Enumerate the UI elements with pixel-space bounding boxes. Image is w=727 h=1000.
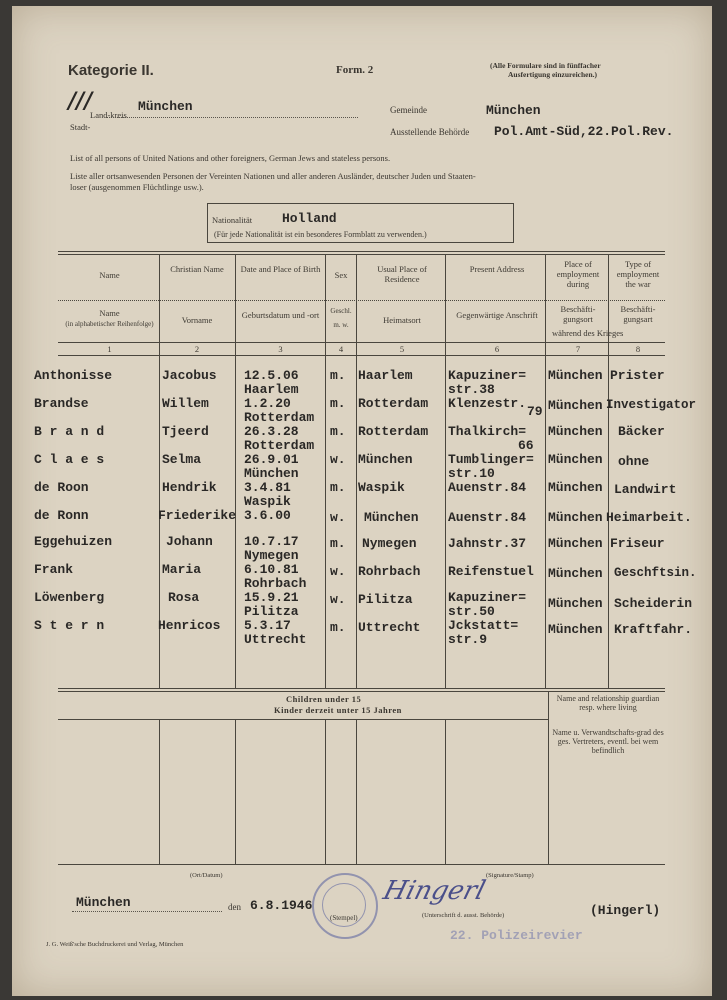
cell-name: de Ronn — [34, 508, 89, 523]
cell-name: Frank — [34, 562, 74, 577]
cell-work: Heimarbeit. — [606, 510, 692, 525]
children-title-de: Kinder derzeit unter 15 Jahren — [274, 705, 402, 715]
cell-birth-date: 10.7.17 — [244, 534, 299, 549]
cell-name: Löwenberg — [34, 590, 105, 605]
cell-work: Friseur — [610, 536, 665, 551]
col-num-1: 1 — [107, 344, 112, 354]
cell-home: München — [358, 452, 413, 467]
cell-sex: w. — [330, 510, 346, 525]
cell-first-name: Rosa — [168, 590, 200, 605]
cell-sex: m. — [330, 620, 346, 635]
precinct-stamp: 22. Polizeirevier — [450, 928, 583, 943]
cell-workplace: München — [548, 622, 603, 637]
col-num-3: 3 — [278, 344, 283, 354]
cell-birth-date: 3.4.81 — [244, 480, 291, 495]
cell-sex: m. — [330, 480, 346, 495]
stempel-caption: (Stempel) — [330, 914, 358, 922]
col-sex-de: Geschl. — [330, 307, 352, 315]
col-workplace-en: Place of employment during — [556, 259, 600, 289]
cell-first-name: Friederike — [158, 508, 237, 523]
signature: Hingerl — [379, 876, 489, 906]
col-worktype-de: Beschäfti-gungsart — [620, 304, 656, 324]
typed-signer-name: (Hingerl) — [590, 903, 661, 918]
form-number: Form. 2 — [336, 64, 374, 76]
behoerde-value: Pol.Amt-Süd,22.Pol.Rev. — [494, 124, 674, 139]
stadt-label: Stadt- — [70, 122, 91, 132]
cell-workplace: München — [548, 536, 603, 551]
cell-birth-place: Rohrbach — [244, 576, 307, 591]
copies-note-1: (Alle Formulare sind in fünffacher — [490, 61, 601, 70]
category-label: Kategorie II. — [68, 62, 154, 79]
cell-workplace: München — [548, 424, 603, 439]
gemeinde-label: Gemeinde — [390, 105, 427, 115]
handwritten-mark: /// — [68, 88, 93, 114]
cell-name: S t e r n — [34, 618, 105, 633]
cell-address-1: Reifenstuel — [448, 564, 534, 579]
behoerde-label: Ausstellende Behörde — [390, 127, 470, 137]
cell-sex: w. — [330, 592, 346, 607]
cell-workplace: München — [548, 452, 603, 467]
col-num-4: 4 — [338, 344, 344, 354]
cell-address-1: Kapuziner= — [448, 590, 527, 605]
children-title-en: Children under 15 — [286, 694, 362, 704]
copies-note-2: Ausfertigung einzureichen.) — [508, 70, 598, 79]
col-residence-en: Usual Place of Residence — [377, 264, 427, 284]
cell-work: Bäcker — [618, 424, 665, 439]
cell-name: Eggehuizen — [34, 534, 113, 549]
cell-home: Waspik — [358, 480, 405, 495]
cell-name: de Roon — [34, 480, 89, 495]
cell-first-name: Johann — [166, 534, 213, 549]
col-worktype-en: Type of employment the war — [616, 259, 660, 289]
cell-birth-date: 1.2.20 — [244, 396, 291, 411]
cell-birth-date: 6.10.81 — [244, 562, 299, 577]
cell-birth-date: 15.9.21 — [244, 590, 299, 605]
col-num-5: 5 — [399, 344, 405, 354]
cell-birth-place: Rotterdam — [244, 410, 315, 425]
col-name-en: Name — [99, 270, 120, 280]
col-wartime-note: während des Krieges — [552, 328, 624, 338]
printer-imprint: J. G. Weiß'sche Buchdruckerei und Verlag, München — [46, 941, 184, 948]
list-description-en: List of all persons of United Nations and other foreigners, German Jews and stateless persons. — [70, 153, 391, 163]
cell-first-name: Tjeerd — [162, 424, 209, 439]
cell-workplace: München — [548, 480, 603, 495]
cell-address-2: str.38 — [448, 382, 495, 397]
cell-first-name: Hendrik — [162, 480, 217, 495]
nationality-note: (Für jede Nationalität ist ein besonderes Formblatt zu verwenden.) — [214, 230, 427, 239]
cell-workplace: München — [548, 596, 603, 611]
kreis-value: München — [138, 99, 193, 114]
col-num-6: 6 — [494, 344, 500, 354]
cell-first-name: Henricos — [158, 618, 221, 633]
col-name-de-sub: (in alphabetischer Reihenfolge) — [65, 320, 154, 328]
cell-home: Pilitza — [358, 592, 413, 607]
cell-name: Anthonisse — [34, 368, 113, 383]
col-sex-en: Sex — [334, 270, 348, 280]
cell-birth-place: München — [244, 466, 299, 481]
cell-workplace: München — [548, 566, 603, 581]
cell-work: Geschftsin. — [614, 566, 697, 580]
cell-name: Brandse — [34, 396, 89, 411]
list-description-de-2: loser (ausgenommen Flüchtlinge usw.). — [70, 182, 204, 192]
landkreis-label: Land-kreis — [90, 110, 127, 120]
nationality-label: Nationalität — [212, 215, 253, 225]
cell-home: Nymegen — [362, 536, 417, 551]
col-residence-de: Heimatsort — [383, 315, 421, 325]
cell-name: C l a e s — [34, 452, 105, 467]
official-stamp — [312, 873, 378, 939]
cell-sex: m. — [330, 424, 346, 439]
cell-address-1: Auenstr.84 — [448, 480, 527, 495]
cell-birth-date: 12.5.06 — [244, 368, 299, 383]
cell-address-1: Auenstr.84 — [448, 510, 527, 525]
col-sex-de-sub: m. w. — [333, 321, 349, 329]
cell-first-name: Maria — [162, 562, 202, 577]
cell-home: Rotterdam — [358, 424, 429, 439]
cell-address-2: 66 — [518, 438, 534, 453]
cell-address-1: Jahnstr.37 — [448, 536, 527, 551]
cell-address-2: 79 — [527, 404, 543, 419]
gemeinde-value: München — [486, 103, 541, 118]
cell-birth-place: Nymegen — [244, 548, 299, 563]
authority-signature-caption: (Unterschrift d. ausst. Behörde) — [422, 912, 505, 919]
cell-birth-date: 26.3.28 — [244, 424, 299, 439]
place-date-caption: (Ort/Datum) — [190, 872, 223, 879]
cell-work: Landwirt — [614, 482, 677, 497]
cell-address-2: str.50 — [448, 604, 495, 619]
col-address-de: Gegenwärtige Anschrift — [456, 310, 538, 320]
cell-sex: w. — [330, 564, 346, 579]
cell-workplace: München — [548, 510, 603, 525]
cell-first-name: Willem — [162, 396, 209, 411]
cell-sex: m. — [330, 536, 346, 551]
col-name-de: Name — [99, 308, 120, 318]
cell-work: Kraftfahr. — [614, 622, 693, 637]
guardian-header-en: Name and relationship guardian resp. where living — [556, 694, 660, 712]
cell-home: Rohrbach — [358, 564, 421, 579]
col-birth-de: Geburtsdatum und -ort — [241, 310, 320, 320]
cell-work: Scheiderin — [614, 596, 693, 611]
cell-birth-place: Pilitza — [244, 604, 299, 619]
col-christian-name-de: Vorname — [181, 315, 213, 325]
document-page — [12, 6, 712, 996]
cell-home: Haarlem — [358, 368, 413, 383]
cell-birth-date: 5.3.17 — [244, 618, 291, 633]
cell-first-name: Selma — [162, 452, 202, 467]
cell-work: ohne — [618, 454, 650, 469]
cell-work: Investigator — [606, 398, 697, 412]
footer-den: den — [228, 902, 241, 912]
cell-home: München — [364, 510, 419, 525]
cell-address-1: Klenzestr. — [448, 396, 527, 411]
cell-sex: m. — [330, 368, 346, 383]
cell-birth-date: 3.6.00 — [244, 508, 291, 523]
cell-workplace: München — [548, 398, 603, 413]
list-description-de-1: Liste aller ortsanwesenden Personen der Vereinten Nationen und aller anderen Ausländer, deutscher Juden und Staaten- — [70, 171, 476, 181]
cell-address-1: Tumblinger= — [448, 452, 534, 467]
col-address-en: Present Address — [469, 264, 525, 274]
cell-work: Prister — [610, 368, 665, 383]
col-num-8: 8 — [635, 344, 641, 354]
cell-birth-date: 26.9.01 — [244, 452, 299, 467]
cell-sex: m. — [330, 396, 346, 411]
cell-home: Rotterdam — [358, 396, 429, 411]
cell-birth-place: Waspik — [244, 494, 291, 509]
cell-sex: w. — [330, 452, 346, 467]
col-birth-en: Date and Place of Birth — [240, 264, 321, 274]
cell-address-2: str.9 — [448, 632, 488, 647]
cell-first-name: Jacobus — [162, 368, 217, 383]
footer-place: München — [76, 895, 131, 910]
cell-home: Uttrecht — [358, 620, 421, 635]
footer-date: 6.8.1946 — [250, 898, 313, 913]
cell-workplace: München — [548, 368, 603, 383]
signature-caption: (Signature/Stamp) — [486, 872, 534, 879]
col-num-7: 7 — [575, 344, 581, 354]
nationality-value: Holland — [282, 211, 337, 226]
cell-address-1: Kapuziner= — [448, 368, 527, 383]
cell-birth-place: Rotterdam — [244, 438, 315, 453]
cell-address-1: Thalkirch= — [448, 424, 527, 439]
cell-name: B r a n d — [34, 424, 105, 439]
cell-birth-place: Haarlem — [244, 382, 299, 397]
cell-address-2: str.10 — [448, 466, 495, 481]
col-num-2: 2 — [194, 344, 200, 354]
col-workplace-de: Beschäfti-gungsort — [560, 304, 596, 324]
cell-birth-place: Uttrecht — [244, 632, 307, 647]
col-christian-name-en: Christian Name — [170, 264, 224, 274]
guardian-header-de: Name u. Verwandtschafts-grad des ges. Vertreters, eventl. bei wem befindlich — [552, 728, 664, 755]
cell-address-1: Jckstatt= — [448, 618, 519, 633]
